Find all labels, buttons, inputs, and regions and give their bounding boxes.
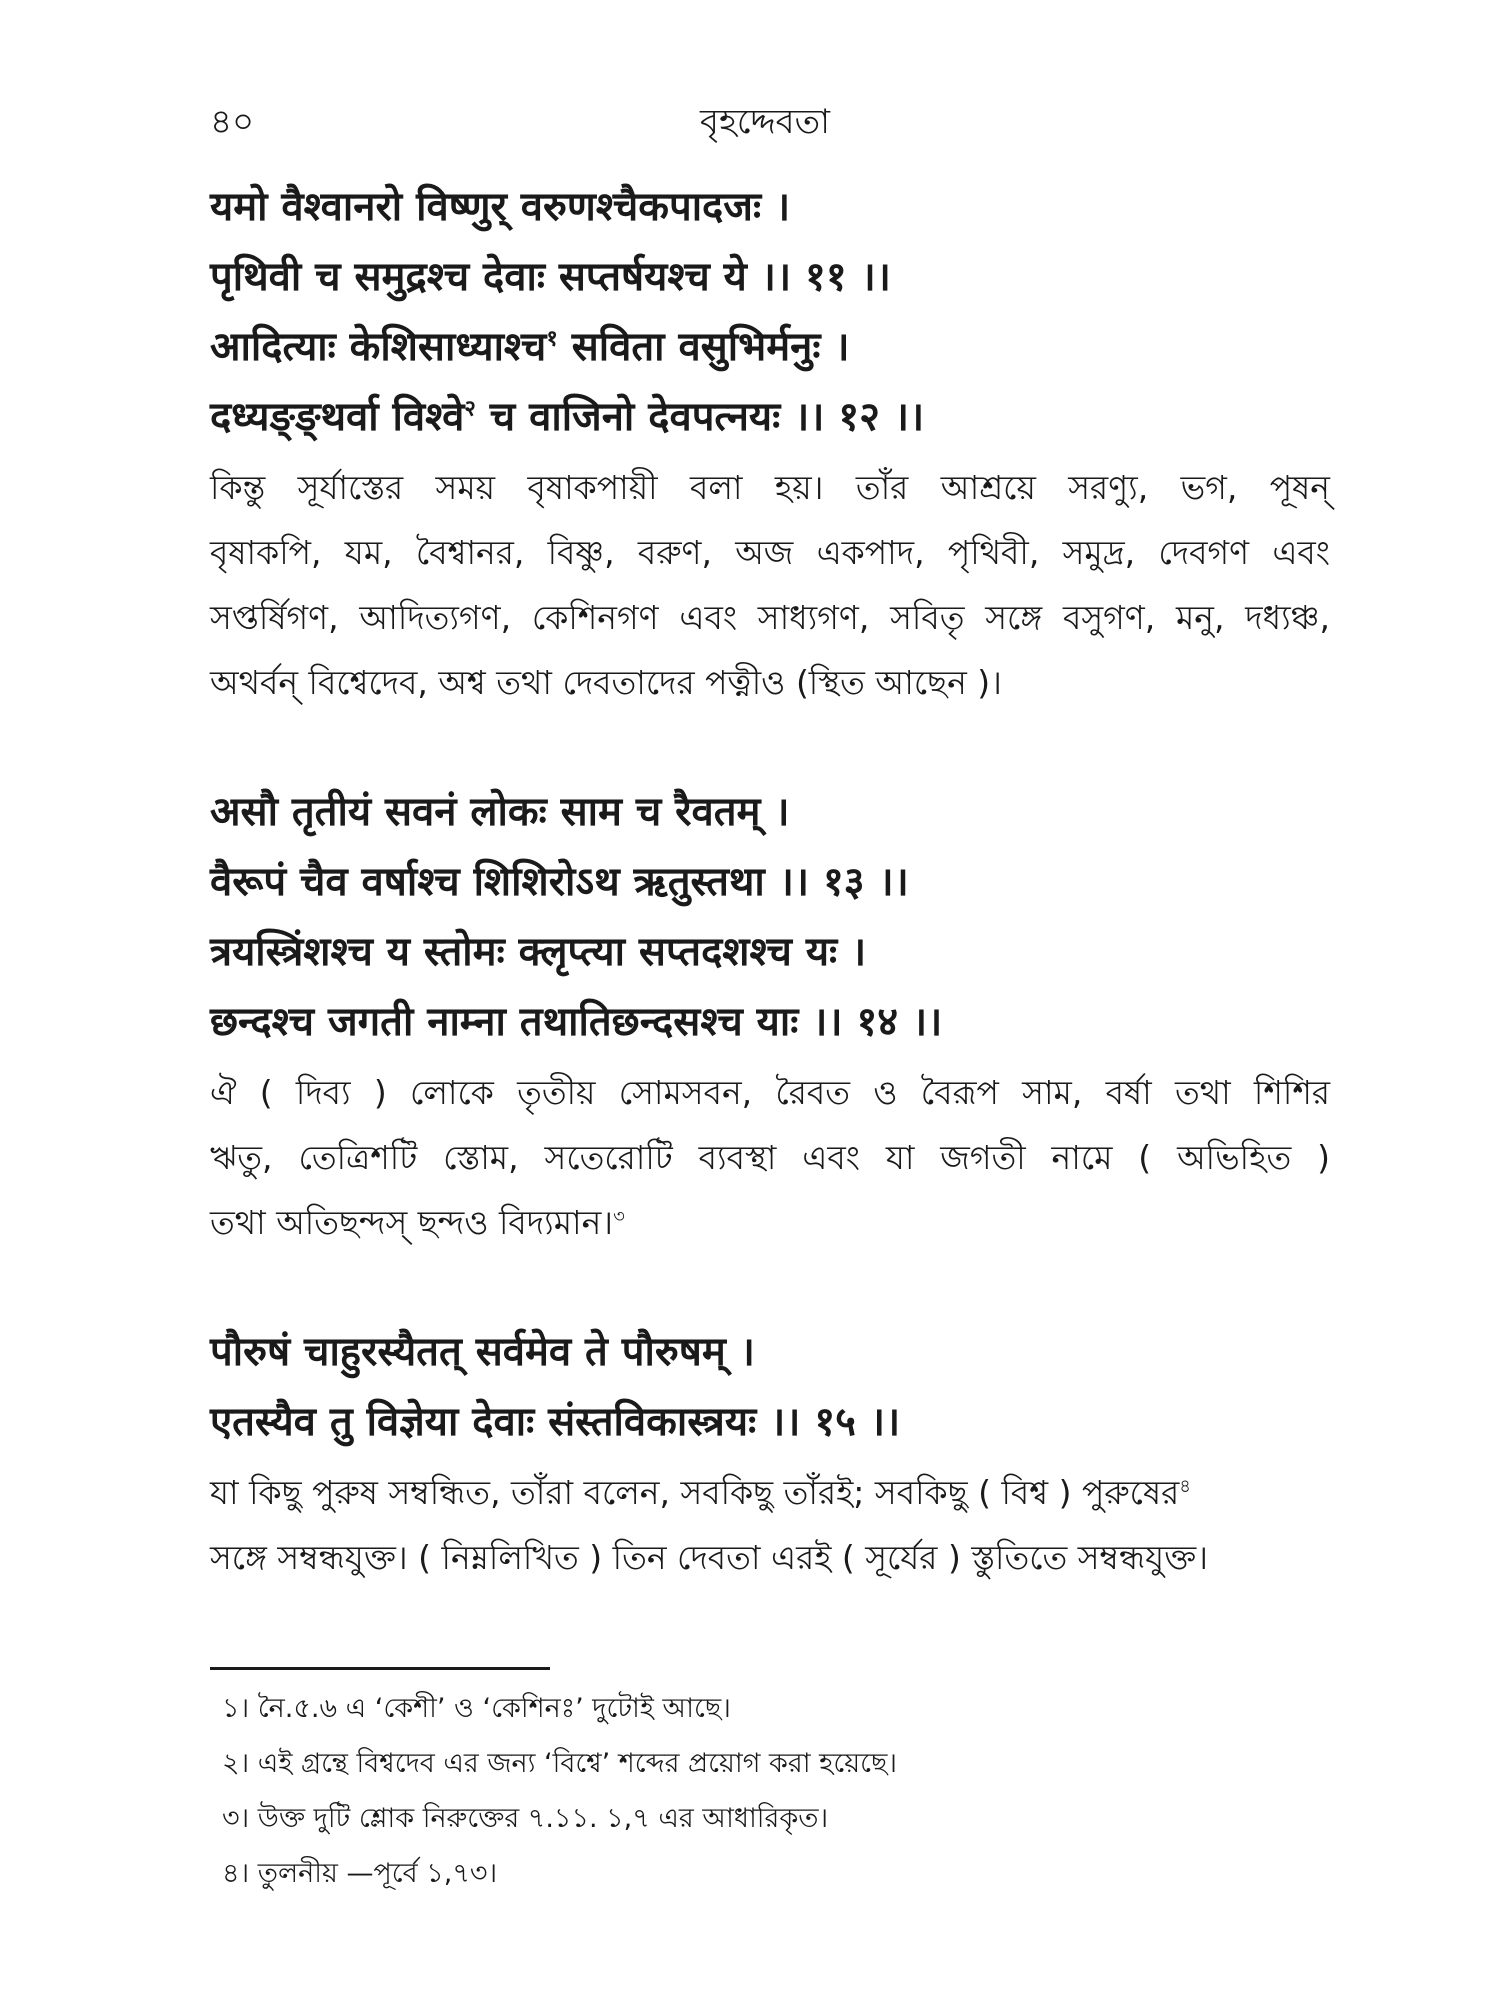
footnote: ৩। উক্ত দুটি শ্লোক নিরুক্তের ৭.১১. ১,৭ এর আধারিকৃত। [222,1803,829,1834]
footnote: ২। এই গ্রন্থে বিশ্বদেব এর জন্য ‘বিশ্বে’ শব্দের প্রয়োগ করা হয়েছে। [222,1748,897,1779]
footnote-divider [210,1667,550,1670]
verse-segment: च वाजिनो देवपत्नयः ।। १२ ।। [489,394,925,440]
verse-line [210,323,1330,371]
footnote: ৪। তুলনীয় —পূর্বে ১,৭৩। [222,1858,498,1889]
verse-line: वैरूपं चैव वर्षाश्च शिशिरोऽथ ऋतुस्तथा ।। १३ ।। [210,859,909,905]
verse-line: छन्दश्च जगती नाम्ना तथातिछन्दसश्च याः ।। १४ ।। [210,999,943,1045]
verse-segment: सविता वसुभिर्मनुः । [571,324,850,370]
translation-line: সঙ্গে সম্বন্ধযুক্ত। ( নিম্নলিখিত ) তিন দেবতা এরই ( সূর্যের ) স্তুতিতে সম্বন্ধযুক্ত। [210,1538,1208,1577]
translation-line [210,1203,1330,1243]
footnote-marker: २ [464,396,476,422]
verse-line: यमो वैश्वानरो विष्णुर् वरुणश्चैकपादजः । [210,184,791,230]
footnote-marker: ৩ [613,1206,625,1227]
translation-segment: তথা অতিছন্দস্ ছন্দও বিদ্যমান। [210,1203,614,1242]
verse-line: एतस्यैव तु विज्ञेया देवाः संस्तविकास्त्रयः ।। १५ ।। [210,1399,901,1445]
translation-line [210,1473,1330,1513]
running-title: বৃহদ্দেবতা [700,102,830,142]
verse-line: त्रयस्त्रिंशश्च य स्तोमः क्लृप्त्या सप्तदशश्च यः । [210,929,867,975]
footnote: ১। নৈ.৫.৬ এ ‘কেশী’ ও ‘কেশিনঃ’ দুটোই আছে। [222,1693,731,1724]
translation-line: সপ্তর্ষিগণ, আদিত্যগণ, কেশিনগণ এবং সাধ্যগণ, সবিতৃ সঙ্গে বসুগণ, মনু, দধ্যঞ্চ, [210,598,1330,637]
translation-segment: যা কিছু পুরুষ সম্বন্ধিত, তাঁরা বলেন, সবকিছু তাঁরই; সবকিছু ( বিশ্ব ) পুরুষের [210,1473,1180,1512]
verse-line [210,393,1330,441]
page-header [210,96,1320,146]
verse-segment: आदित्याः केशिसाध्याश्च [210,324,547,370]
verse-line: पौरुषं चाहुरस्यैतत् सर्वमेव ते पौरुषम् । [210,1329,755,1375]
footnote-marker: ৪ [1179,1476,1192,1497]
translation-line: ঐ ( দিব্য ) লোকে তৃতীয় সোমসবন, রৈবত ও বৈরূপ সাম, বর্ষা তথা শিশির [210,1073,1330,1112]
verse-line: असौ तृतीयं सवनं लोकः साम च रैवतम् । [210,789,790,835]
verse-line: पृथिवी च समुद्रश्च देवाः सप्तर्षयश्च ये ।। ११ ।। [210,254,891,300]
translation-line: কিন্তু সূর্যাস্তের সময় বৃষাকপায়ী বলা হয়। তাঁর আশ্রয়ে সরণ্যু, ভগ, পূষন্ [210,468,1330,507]
translation-line: অথর্বন্ বিশ্বেদেব, অশ্ব তথা দেবতাদের পত্নীও (স্থিত আছেন )। [210,663,1002,702]
footnote-marker: १ [546,326,558,352]
translation-line: ঋতু, তেত্রিশটি স্তোম, সতেরোটি ব্যবস্থা এবং যা জগতী নামে ( অভিহিত ) [210,1138,1330,1177]
verse-segment: दध्यङ्ङ्थर्वा विश्वे [210,394,465,440]
translation-line: বৃষাকপি, যম, বৈশ্বানর, বিষ্ণু, বরুণ, অজ একপাদ, পৃথিবী, সমুদ্র, দেবগণ এবং [210,533,1330,572]
page-number: ৪০ [210,102,255,142]
